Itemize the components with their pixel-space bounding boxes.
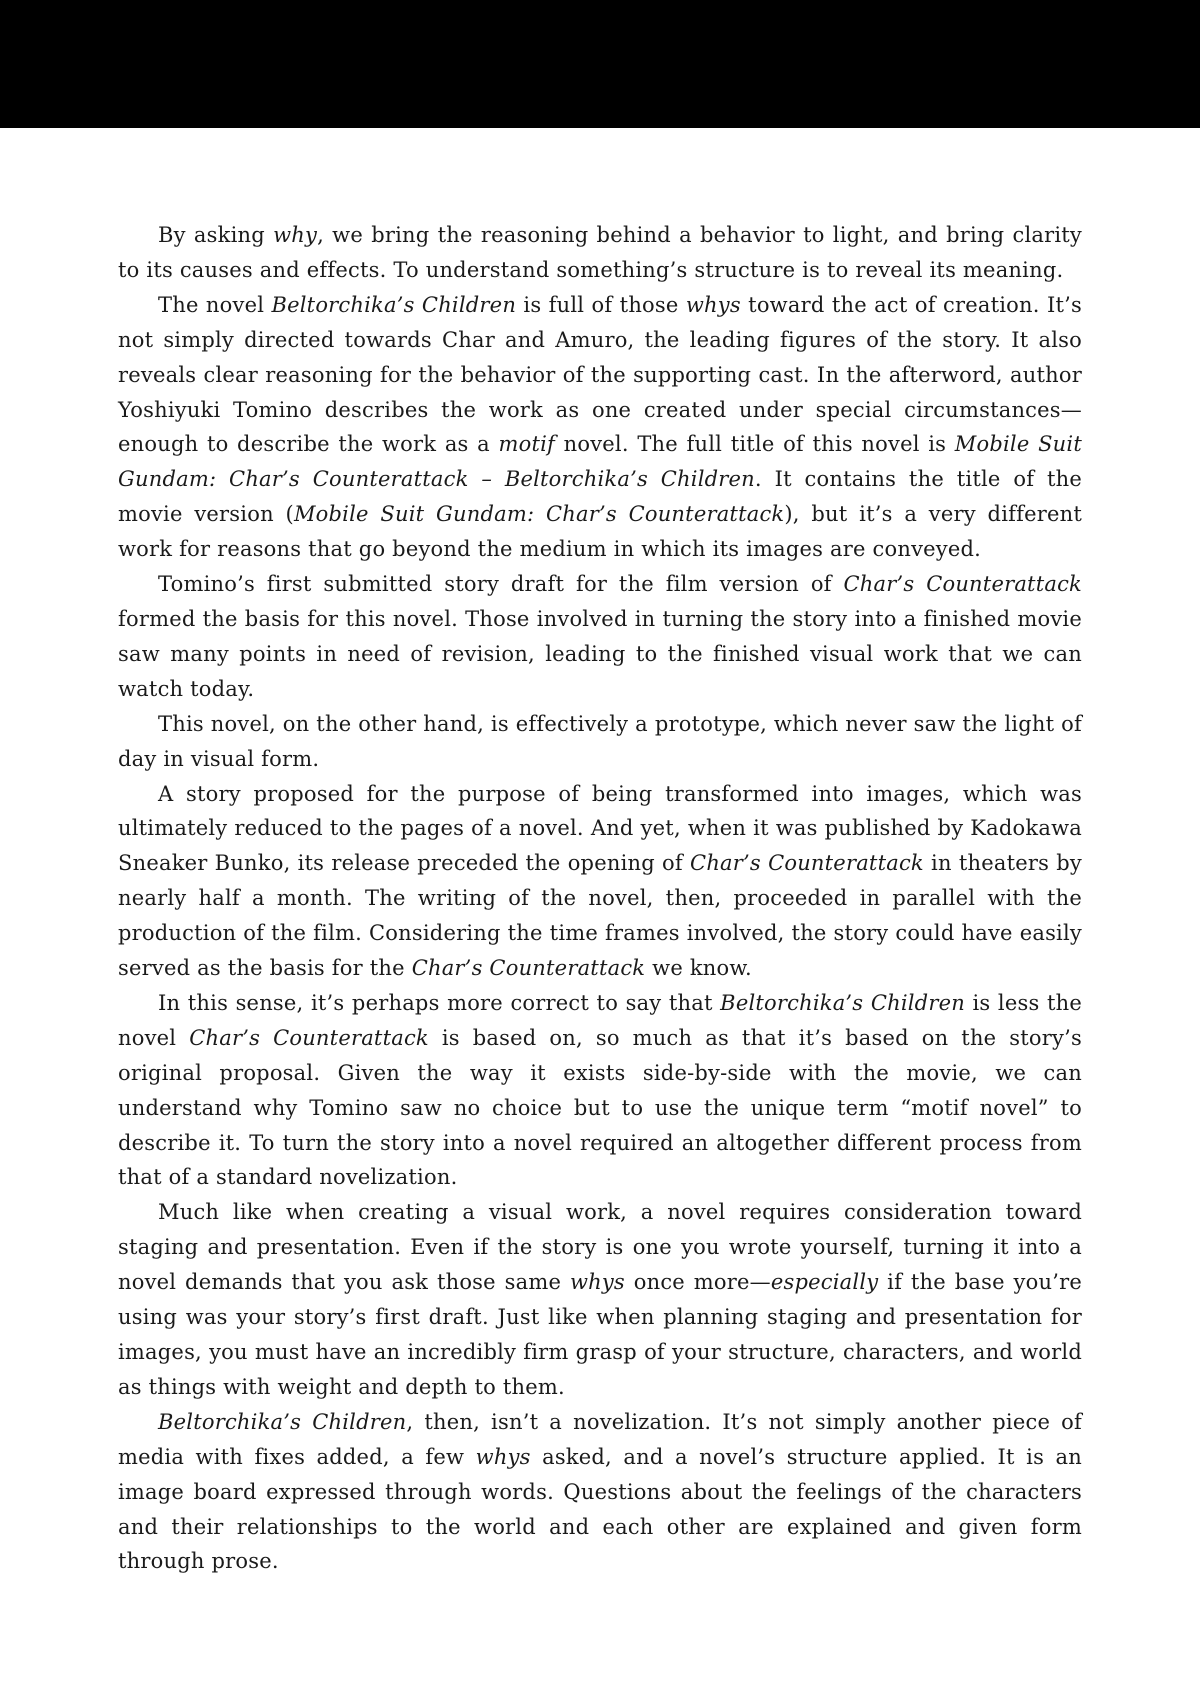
italic-text-run: whys (569, 1270, 625, 1295)
text-run: A story proposed for the purpose of being transformed into images, which was ultimately reduced to the pages of a novel. And yet, when it was published by Kadokawa Sneaker Bunko, its release preceded the opening of (118, 781, 1082, 876)
italic-text-run: Char’s Counterattack (411, 956, 646, 981)
text-run: is full of those (516, 292, 686, 317)
text-run: By asking (158, 223, 274, 247)
text-run: once more— (624, 1270, 771, 1295)
text-run: The novel (158, 292, 272, 317)
text-run: Tomino’s first submitted story draft for the film version of (158, 572, 844, 597)
text-run: . It contains the title of the movie version ( (118, 467, 1083, 527)
italic-text-run: Char’s Counterattack (843, 572, 1082, 597)
text-run: is less the novel (118, 990, 1082, 1050)
text-run: , then, isn’t a novelization. It’s not simply another piece of media with fixes added, a few (118, 1409, 1083, 1469)
italic-text-run: Beltorchika’s Children (271, 292, 517, 317)
paragraph-8 (118, 1405, 1082, 1580)
italic-text-run: Char’s Counterattack (690, 851, 924, 876)
text-run: toward the act of creation. It’s not simply directed towards Char and Amuro, the leading figures of the story. It also reveals clear reasoning for the behavior of the supporting cast. In the afterword, author Yoshiyuki Tomino describes the work as one created under special circumstances—enough to describe the work as a (118, 292, 1082, 457)
top-black-bar (0, 0, 1200, 128)
body-text (118, 218, 1082, 1579)
italic-text-run: Mobile Suit Gundam: Char’s Counterattack – Beltorchika’s Children (118, 432, 1082, 492)
text-run: In this sense, it’s perhaps more correct to say that (158, 990, 721, 1015)
italic-text-run: motif (498, 432, 556, 457)
text-run: novel. The full title of this novel is (555, 432, 955, 457)
italic-text-run: whys (685, 292, 741, 317)
italic-text-run: Char’s Counterattack (189, 1025, 429, 1050)
italic-text-run: Beltorchika’s Children (158, 1409, 407, 1434)
paragraph-7 (118, 1195, 1082, 1404)
text-run: asked, and a novel’s structure applied. It is an image board expressed through words. Questions about the feelings of the characters and their relationships to the world and each other are explained and given form through prose. (118, 1444, 1082, 1574)
text-run: we know. (645, 956, 752, 981)
italic-text-run: especially (770, 1270, 879, 1295)
paragraph-5 (118, 777, 1082, 986)
text-run: is based on, so much as that it’s based on the story’s original proposal. Given the way it exists side-by-side with the movie, we can understand why Tomino saw no choice but to use the unique term “motif novel” to describe it. To turn the story into a novel required an altogether different process from that of a standard novelization. (118, 1025, 1082, 1190)
paragraph-4 (118, 707, 1082, 777)
paragraph-3 (118, 567, 1082, 707)
paragraph-2 (118, 288, 1082, 567)
text-run: in theaters by nearly half a month. The writing of the novel, then, proceeded in parallel with the production of the film. Considering the time frames involved, the story could have easily served as the basis for the (118, 851, 1082, 981)
text-run: , we bring the reasoning behind a behavior to light, and bring clarity to its causes and effects. To understand something’s structure is to reveal its meaning. (118, 223, 1083, 282)
text-run: Much like when creating a visual work, a novel requires consideration toward staging and presentation. Even if the story is one you wrote yourself, turning it into a novel demands that you ask those same (118, 1200, 1082, 1295)
italic-text-run: Beltorchika’s Children (720, 990, 965, 1015)
paragraph-1 (118, 218, 1082, 288)
text-run: This novel, on the other hand, is effectively a prototype, which never saw the light of day in visual form. (118, 711, 1082, 771)
italic-text-run: why (273, 223, 318, 247)
text-run: ), but it’s a very different work for reasons that go beyond the medium in which its images are conveyed. (118, 502, 1082, 562)
text-run: if the base you’re using was your story’s first draft. Just like when planning staging and presentation for images, you must have an incredibly firm grasp of your structure, characters, and world as things with weight and depth to them. (118, 1270, 1082, 1399)
italic-text-run: Mobile Suit Gundam: Char’s Counterattack (293, 502, 785, 527)
paragraph-6 (118, 986, 1082, 1195)
text-run: formed the basis for this novel. Those involved in turning the story into a finished movie saw many points in need of revision, leading to the finished visual work that we can watch today. (118, 606, 1082, 701)
italic-text-run: whys (475, 1444, 531, 1469)
